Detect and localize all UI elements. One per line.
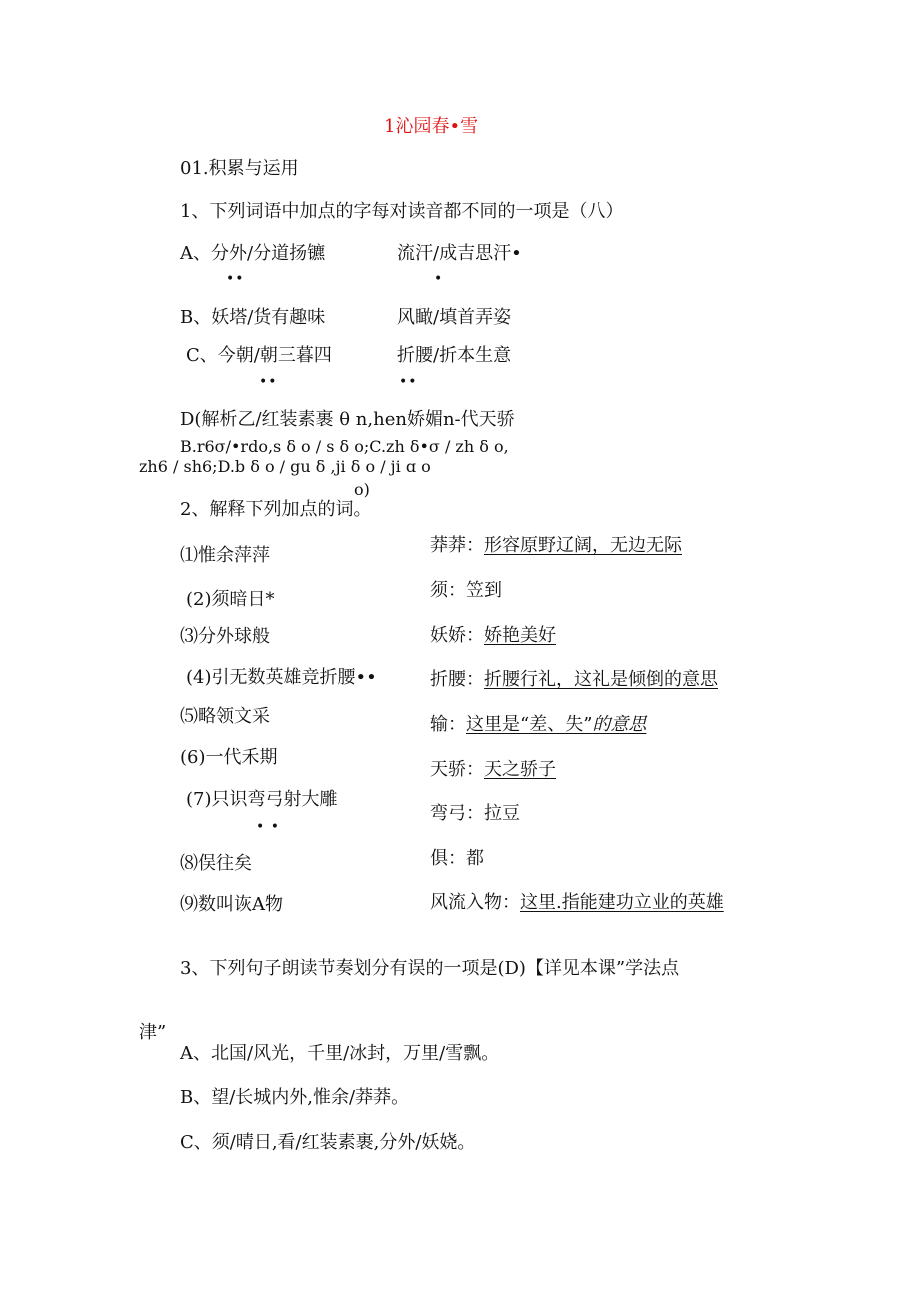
page-title: 1沁园春•雪 [384,116,479,137]
q2-item-8: ⑻俣往矣 [180,853,252,874]
q1-option-d: D(解析乙/红装素裹 θ n,hen娇媚n-代天骄 [180,409,515,430]
q2-item-5: ⑸略领文采 [180,706,270,727]
q2-item-7: (7)只识弯弓射大雕 [186,789,338,810]
section-heading: 01.积累与运用 [180,158,299,179]
q2-item-2: (2)须暗日* [186,589,275,610]
q3-text-cont: 津” [139,1022,167,1043]
q2-answer-3: 妖娇：娇艳美好 [430,625,556,646]
q3-option-a: A、北国/风光，千里/冰封，万里/雪飘。 [180,1043,500,1064]
q2-item-4: (4)引无数英雄竞折腰•• [186,667,377,688]
q1-pronunciation-2: zh6 / sh6;D.b δ o / gu δ ,ji δ o / ji ɑ o [139,457,431,476]
emphasis-dots: •• [259,374,278,390]
emphasis-dots: •• [399,374,418,390]
q2-answer-9: 风流入物：这里.指能建功立业的英雄 [430,892,724,913]
q1-option-a-left: A、分外/分道扬镳 [180,243,326,264]
q1-pronunciation-1: B.r6σ/•rdo,s δ o / s δ o;C.zh δ•σ / zh δ o, [180,437,509,456]
q1-option-c-left: C、今朝/朝三暮四 [186,345,332,366]
q1-pronunciation-3: o) [354,480,370,499]
q3-option-c: C、须/晴日,看/红装素裹,分外/妖娆。 [180,1132,476,1153]
q1-option-b-right: 风瞰/填首弄姿 [397,307,512,328]
emphasis-dots: •• [226,271,245,287]
q2-answer-1: 莽莽：形容原野辽阔，无边无际 [430,535,682,556]
q1-text: 1、下列词语中加点的字每对读音都不同的一项是（八） [180,201,624,222]
emphasis-dots: • [434,271,444,287]
q2-item-3: ⑶分外球般 [180,626,270,647]
q2-answer-8: 俱：都 [430,848,484,869]
q3-text: 3、下列句子朗读节奏划分有误的一项是(D)【详见本课”学法点 [180,958,680,979]
q1-option-b-left: B、妖塔/货有趣味 [180,307,326,328]
q2-item-1: ⑴惟余萍萍 [180,545,270,566]
q2-text: 2、解释下列加点的词。 [180,499,372,520]
q3-option-b: B、望/长城内外,惟余/莽莽。 [180,1087,410,1108]
q2-answer-6: 天骄：天之骄子 [430,759,556,780]
q1-option-a-right: 流汗/成吉思汗• [397,243,522,264]
q2-answer-4: 折腰：折腰行礼，这礼是倾倒的意思 [430,669,718,690]
q2-answer-7: 弯弓：拉豆 [430,803,520,824]
q2-item-6: (6)一代禾期 [180,747,278,768]
emphasis-dots: • • [256,819,280,835]
q2-answer-5: 输：这里是“差、失”的意思 [430,714,647,735]
q1-option-c-right: 折腰/折本生意 [397,345,512,366]
q2-answer-2: 须：笠到 [430,580,502,601]
q2-item-9: ⑼数叫诙A物 [180,894,283,915]
